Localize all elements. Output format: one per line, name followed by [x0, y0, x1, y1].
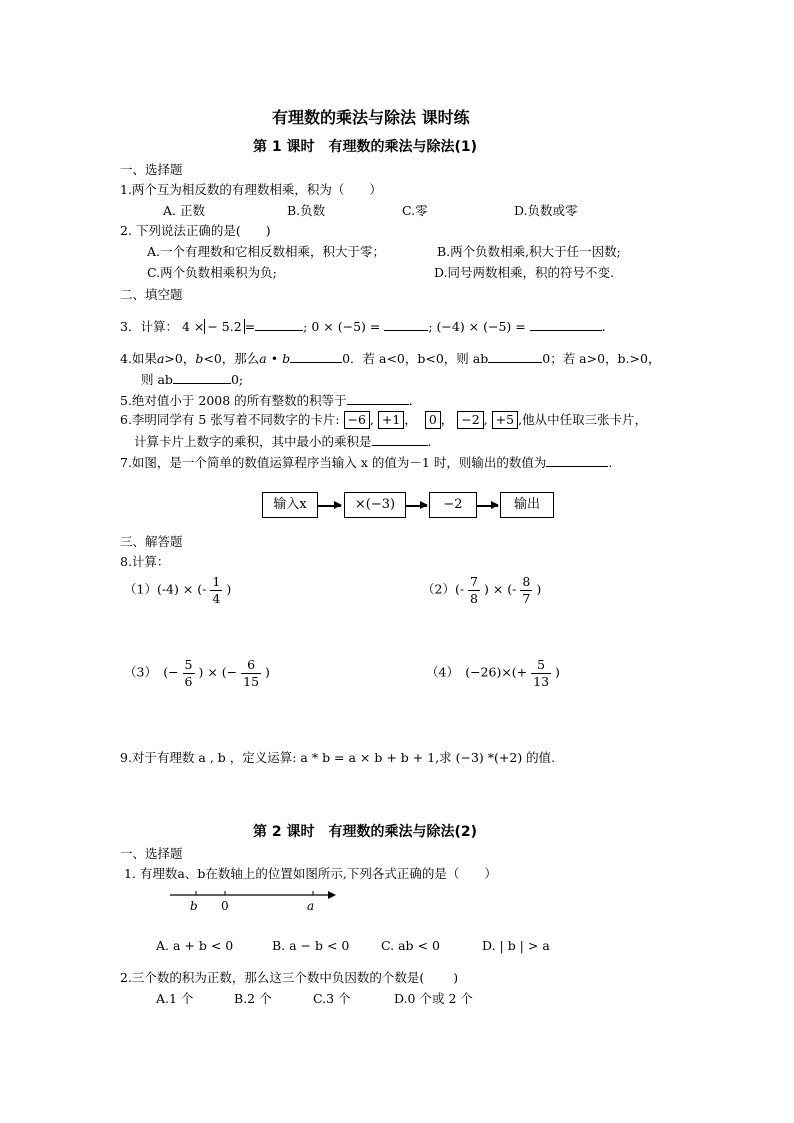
q3-blank-3[interactable] [530, 318, 602, 331]
label-a: a [307, 899, 315, 913]
q8-1-numerator: 1 [212, 574, 221, 589]
q8-4-post: ) [555, 664, 560, 680]
q8-3-denominator-2: 15 [243, 673, 260, 689]
q4-text-e: <0，那么 [203, 351, 260, 366]
q5-end: ． [408, 393, 422, 408]
q8-2-denominator-2: 7 [522, 590, 531, 606]
label-zero: 0 [221, 899, 229, 913]
q8-2-numerator-1: 7 [470, 574, 478, 589]
flow-arrow-2 [405, 505, 427, 507]
flow-arrow-3 [476, 505, 498, 507]
card-5: +5 [492, 411, 518, 429]
q8-2-mid: ) × (- [483, 581, 517, 597]
q2-option-a: A.一个有理数和它相反数相乘，积大于零； [147, 244, 386, 259]
q3-end: . [601, 319, 606, 334]
flow-multiply-box: ×(−3) [344, 492, 406, 518]
q5-blank[interactable] [347, 392, 409, 405]
q8-2-numerator-2: 8 [522, 574, 531, 589]
q6-blank[interactable] [372, 433, 428, 446]
q6-end: . [427, 434, 432, 449]
q8-4-numerator: 5 [531, 657, 551, 674]
l2-q2-option-b: B.2 个 [234, 991, 272, 1006]
q8-3-fraction-2 [241, 657, 261, 689]
card-2: +1 [378, 411, 404, 429]
question-2: 2. 下列说法正确的是( ) [120, 223, 271, 238]
lesson2-heading: 第 2 课时 有理数的乘法与除法(2) [253, 824, 478, 840]
q3-expr-a: 4 × [181, 319, 205, 334]
q8-part-2 [422, 574, 541, 606]
q8-3-denominator-1: 6 [184, 673, 193, 689]
card-3: 0 [425, 411, 441, 429]
q3-absolute-value: − 5.2 [204, 319, 244, 334]
q8-3-numerator-1: 5 [184, 657, 193, 672]
number-line [170, 886, 340, 914]
section-solve-heading: 三、解答题 [120, 534, 183, 549]
q4-text-b: a> [156, 351, 175, 366]
q8-4-fraction [531, 657, 551, 689]
q8-4-denominator: 13 [533, 673, 550, 689]
q8-part-1 [124, 574, 231, 606]
q8-2-fraction-1 [468, 574, 480, 606]
q3-blank-2[interactable] [384, 318, 428, 331]
q3-blank-1[interactable] [255, 318, 303, 331]
flow-arrow-1 [317, 505, 341, 507]
q8-1-pre: （1）(-4) × (- [124, 581, 207, 597]
q2-option-b: B.两个负数相乘,积大于任一因数; [437, 244, 621, 259]
q4-text-c: 0， [174, 351, 196, 366]
q8-3-post: ) [265, 664, 270, 680]
q8-1-denominator: 4 [212, 590, 221, 606]
question-5 [120, 392, 421, 408]
question-7 [120, 454, 612, 470]
q7-end: . [608, 455, 613, 470]
l2-q2-option-a: A.1 个 [156, 991, 194, 1006]
q2-option-d: D.同号两数相乘，积的符号不变. [434, 265, 615, 280]
q4-text-a: 4.如果 [120, 351, 157, 366]
l2-q1-option-a: A. a + b < 0 [156, 938, 234, 953]
label-b: b [190, 899, 198, 913]
page-title: 有理数的乘法与除法 课时练 [272, 108, 470, 127]
q8-2-denominator-1: 8 [470, 590, 478, 606]
q6-text-c: 计算卡片上数字的乘积，其中最小的乘积是 [134, 434, 372, 449]
q4-blank-1[interactable] [290, 350, 342, 363]
q6-text: 6.李明同学有 5 张写着不同数字的卡片: [120, 412, 340, 427]
q8-2-post: ) [536, 581, 542, 597]
section-fill-heading: 二、填空题 [120, 287, 183, 302]
question-6-cont [134, 433, 432, 449]
q4-text-h: b [282, 351, 291, 366]
q8-part-3 [124, 657, 270, 689]
q8-4-pre: （4） (−26)×(+ [426, 664, 528, 680]
q8-1-fraction [210, 574, 222, 606]
l2-q1-option-d: D. | b | > a [482, 938, 550, 953]
q2-option-c: C.两个负数相乘积为负; [147, 265, 277, 280]
question-6: 6.李明同学有 5 张写着不同数字的卡片: −6 , +1 ， 0 ， −2 , +5 ,他从中任取三张卡片， [120, 412, 648, 427]
flow-input-box: 输入x [262, 492, 318, 518]
q6-text-b: ,他从中任取三张卡片， [518, 412, 648, 427]
q1-option-a: A. 正数 [163, 203, 205, 218]
q8-2-pre: （2）(- [422, 581, 465, 597]
question-3 [120, 318, 606, 334]
q3-prefix: 3．计算： [120, 319, 178, 334]
lesson2-question-2: 2.三个数的积为正数，那么这三个数中负因数的个数是( ) [120, 970, 459, 985]
card-1: −6 [344, 411, 370, 429]
q4-blank-3[interactable] [173, 371, 231, 384]
card-4: −2 [457, 411, 483, 429]
q4-text-j: 0；若 a>0，b.>0， [542, 351, 661, 366]
q7-text: 7.如图，是一个简单的数值运算程序当输入 x 的值为－1 时，则输出的数值为 [120, 455, 547, 470]
q4-text-k: 则 ab [141, 372, 173, 387]
l2-q1-option-b: B. a − b < 0 [272, 938, 350, 953]
q8-2-fraction-2 [520, 574, 532, 606]
q8-3-pre: （3） (− [124, 664, 179, 680]
q3-expr-c: ; 0 × (−5) = [303, 319, 381, 334]
l2-q1-option-c: C. ab < 0 [381, 938, 440, 953]
flow-subtract-box: −2 [429, 492, 477, 518]
q3-expr-d: ; (−4) × (−5) = [428, 319, 526, 334]
q1-option-c: C.零 [402, 203, 428, 218]
section-choice-heading: 一、选择题 [120, 162, 183, 177]
lesson2-section-choice-heading: 一、选择题 [120, 846, 183, 861]
question-4-cont [141, 371, 243, 387]
q8-3-numerator-2: 6 [241, 657, 261, 674]
q4-text-i: 0．若 a<0，b<0，则 ab [342, 351, 489, 366]
number-line-arrowhead [328, 891, 336, 899]
q5-text: 5.绝对值小于 2008 的所有整数的积等于 [120, 393, 347, 408]
q8-3-mid: ) × (− [198, 664, 238, 680]
q4-blank-2[interactable] [488, 350, 542, 363]
flow-output-box: 输出 [500, 492, 554, 518]
q8-3-fraction-1 [183, 657, 195, 689]
q4-text-l: 0; [230, 372, 244, 387]
question-1: 1.两个互为相反数的有理数相乘，积为（ ） [120, 182, 382, 197]
q4-text-d: b [195, 351, 204, 366]
q3-expr-b: = [244, 319, 256, 334]
lesson1-heading: 第 1 课时 有理数的乘法与除法(1) [253, 139, 478, 155]
lesson2-question-1: 1. 有理数a、b在数轴上的位置如图所示,下列各式正确的是（ ） [124, 866, 497, 881]
q1-option-b: B.负数 [287, 203, 326, 218]
question-9: 9.对于有理数 a , b ，定义运算: a * b = a × b + b + 1,求 (−3) *(+2) 的值. [120, 750, 556, 765]
l2-q2-option-c: C.3 个 [313, 991, 351, 1006]
q1-option-d: D.负数或零 [514, 203, 578, 218]
question-4 [120, 350, 660, 366]
l2-q2-option-d: D.0 个或 2 个 [394, 991, 473, 1006]
q7-blank[interactable] [546, 454, 608, 467]
q8-1-post: ) [226, 581, 232, 597]
question-8: 8.计算： [120, 554, 170, 569]
q8-part-4 [426, 657, 560, 689]
q4-text-f: a [259, 351, 267, 366]
q4-text-g: • [266, 351, 283, 366]
